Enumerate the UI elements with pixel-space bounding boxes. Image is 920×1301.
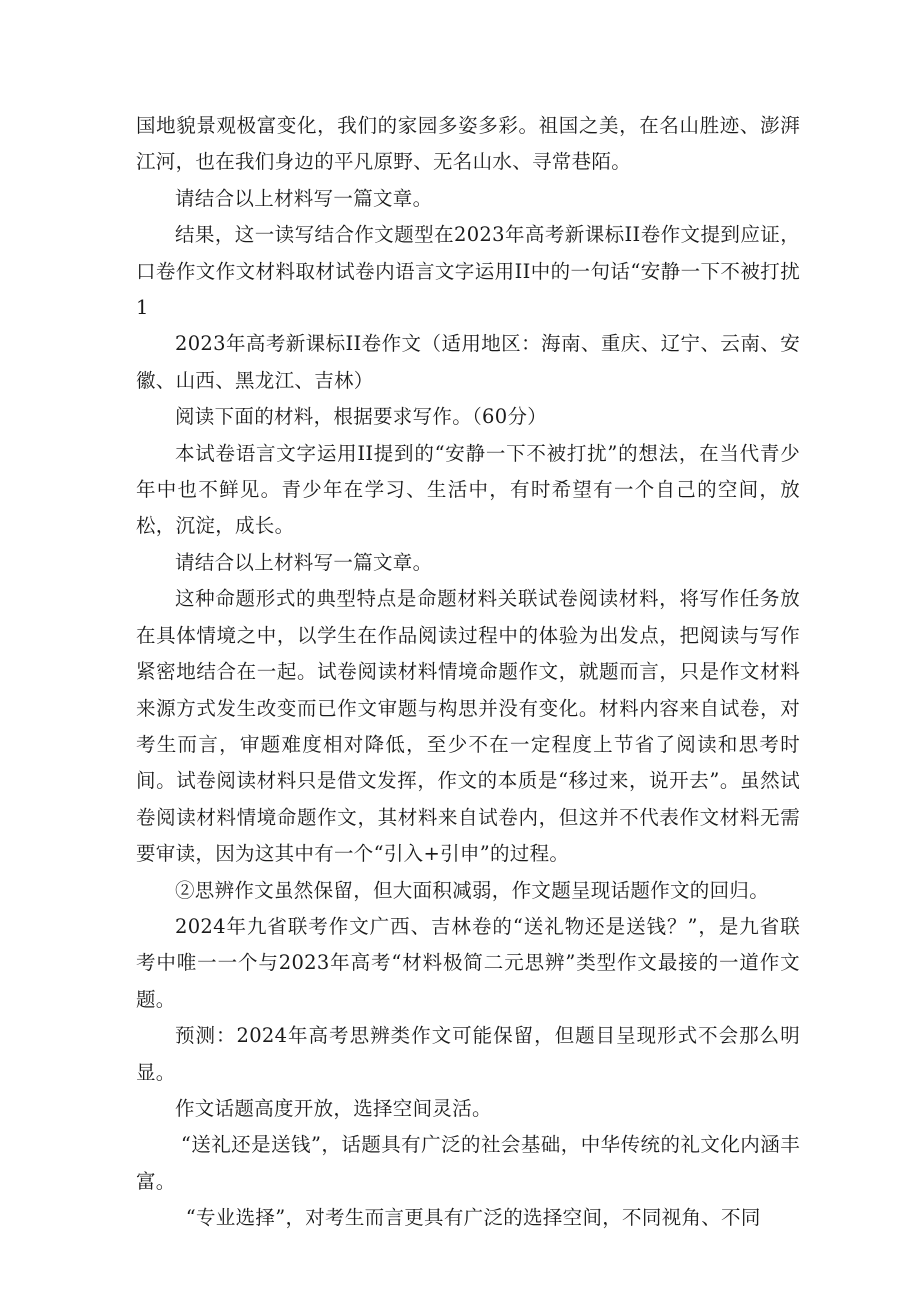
paragraph-9: ②思辨作文虽然保留，但大面积减弱，作文题呈现话题作文的回归。	[175, 878, 770, 902]
paragraph-5: 阅读下面的材料，根据要求写作。（60分）	[175, 405, 548, 429]
paragraph-10: 2024年九省联考作文广西、吉林卷的“送礼物还是送钱？”，是九省联考中唯一一个与2023年高考“材料极简二元思辨”类型作文最接的一道作文题。	[136, 914, 800, 1011]
paragraph-12: 作文话题高度开放，选择空间灵活。	[175, 1096, 492, 1120]
paragraph-4: 2023年高考新课标II卷作文（适用地区：海南、重庆、辽宁、云南、安徽、山西、黑龙江、吉林）	[136, 332, 800, 392]
paragraph-14: “专业选择”，对考生而言更具有广泛的选择空间，不同视角、不同	[185, 1206, 761, 1230]
paragraph-8: 这种命题形式的典型特点是命题材料关联试卷阅读材料，将写作任务放在具体情境之中，以学生在作品阅读过程中的体验为出发点，把阅读与写作紧密地结合在一起。试卷阅读材料情境命题作文，就题而言，只是作文材料来源方式发生改变而已作文审题与构思并没有变化。材料内容来自试卷，对考生而言，审题难度相对降低，至少不在一定程度上节省了阅读和思考时间。试卷阅读材料只是借文发挥，作文的本质是“移过来，说开去”。虽然试卷阅读材料情境命题作文，其材料来自试卷内，但这并不代表作文材料无需要审读，因为这其中有一个“引入+引申”的过程。	[136, 587, 800, 866]
paragraph-11: 预测：2024年高考思辨类作文可能保留，但题目呈现形式不会那么明显。	[136, 1024, 800, 1084]
paragraph-6: 本试卷语言文字运用II提到的“安静一下不被打扰”的想法，在当代青少年中也不鲜见。青少年在学习、生活中，有时希望有一个自己的空间，放松，沉淀，成长。	[136, 441, 800, 538]
document-body	[136, 108, 800, 1237]
paragraph-13: “送礼还是送钱”，话题具有广泛的社会基础，中华传统的礼文化内涵丰富。	[136, 1133, 800, 1193]
paragraph-1: 国地貌景观极富变化，我们的家园多姿多彩。祖国之美，在名山胜迹、澎湃江河，也在我们身边的平凡原野、无名山水、寻常巷陌。	[136, 114, 800, 174]
paragraph-7: 请结合以上材料写一篇文章。	[175, 550, 433, 574]
paragraph-2: 请结合以上材料写一篇文章。	[175, 186, 433, 210]
paragraph-3: 结果，这一读写结合作文题型在2023年高考新课标II卷作文提到应证，口卷作文作文材料取材试卷内语言文字运用II中的一句话“安静一下不被打扰1	[136, 223, 800, 320]
